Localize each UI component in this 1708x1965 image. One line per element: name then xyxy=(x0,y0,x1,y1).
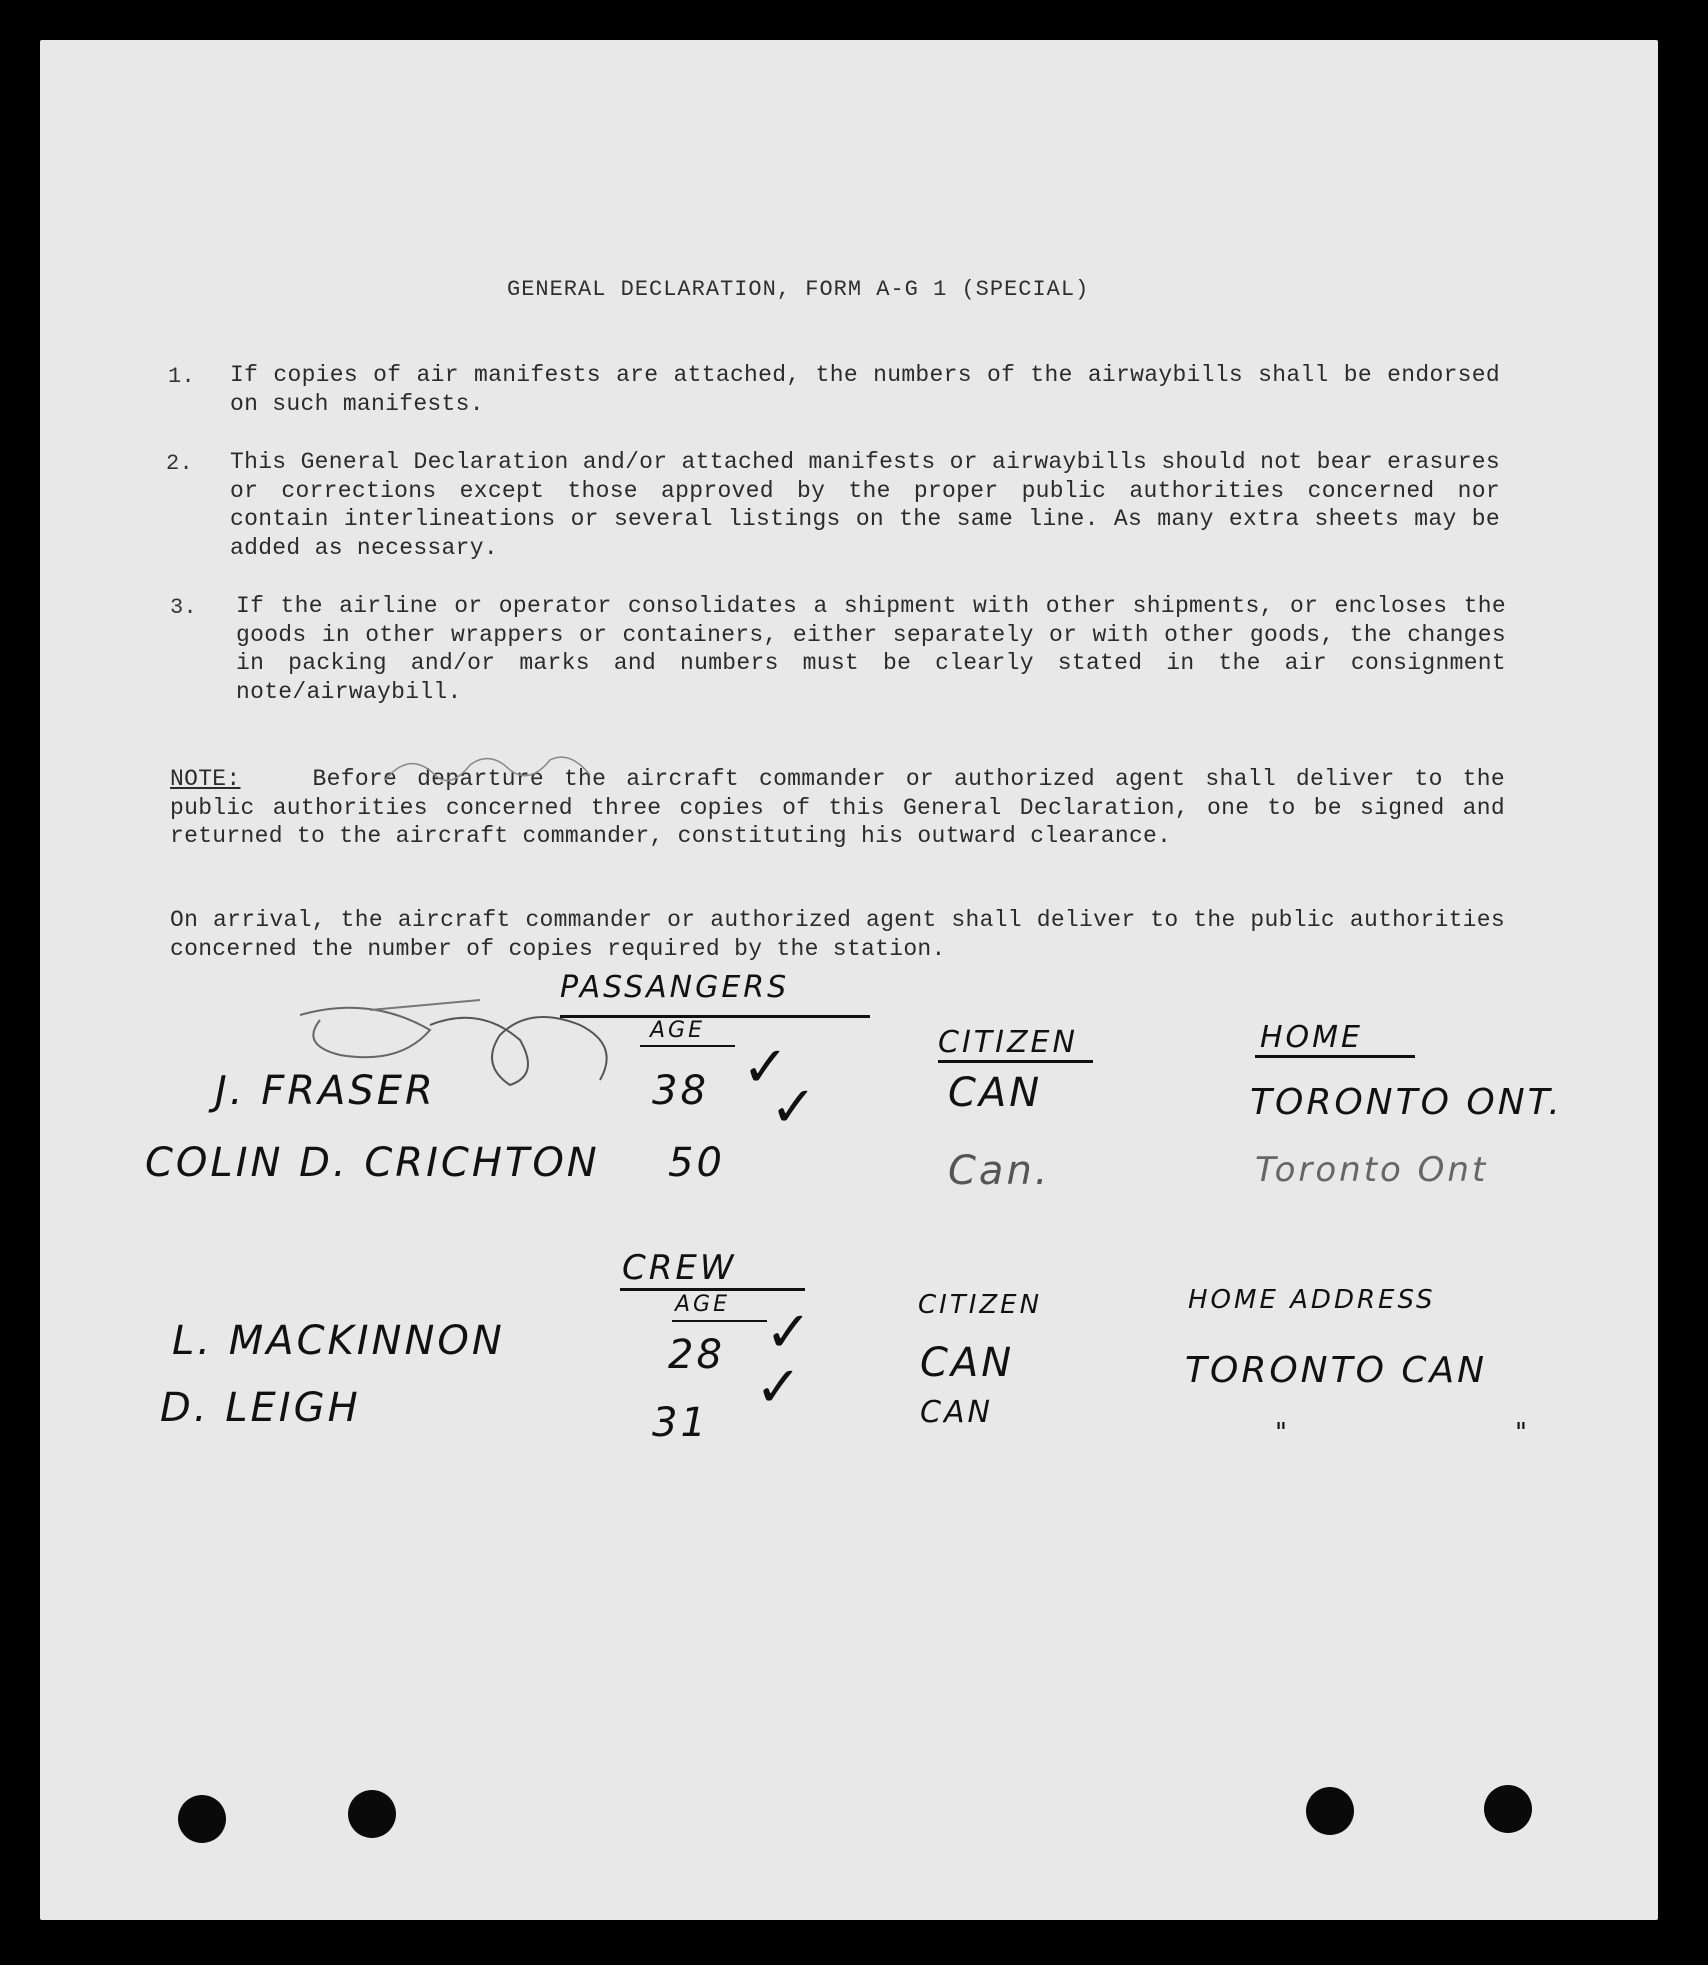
passengers-heading-underline xyxy=(560,1015,870,1018)
crew-citizen-header: CITIZEN xyxy=(918,1290,1043,1320)
punch-hole xyxy=(1306,1787,1354,1835)
item-3-text: If the airline or operator consolidates a shipment with other shipments, or encloses the goods in other wrappers or containers, either separately or with other goods, the changes in packing and/or marks and numbers must be clearly stated in the air consignment note/airwaybill. xyxy=(236,593,1506,705)
crew-2-name: D. LEIGH xyxy=(160,1385,361,1431)
passenger-1-citizen: CAN xyxy=(948,1070,1043,1116)
crew-age-underline xyxy=(672,1320,767,1322)
crew-heading-underline xyxy=(620,1288,805,1291)
note-text: Before departure the aircraft commander or authorized agent shall deliver to the public authorities concerned three copies of this General Declaration, one to be signed and returned to the aircraft commander, constituting his outward clearance. xyxy=(170,766,1505,849)
punch-hole xyxy=(348,1790,396,1838)
crew-heading: CREW xyxy=(622,1248,737,1288)
passenger-1-name: J. FRASER xyxy=(215,1068,436,1114)
passenger-2-home: Toronto Ont xyxy=(1255,1150,1489,1190)
document-page xyxy=(40,40,1658,1920)
crew-age-header: AGE xyxy=(675,1292,730,1317)
punch-hole xyxy=(1484,1785,1532,1833)
crew-1-name: L. MACKINNON xyxy=(172,1318,505,1364)
passenger-1-home: TORONTO ONT. xyxy=(1250,1082,1563,1123)
passengers-age-underline xyxy=(640,1045,735,1047)
item-3-number: 3. xyxy=(170,595,198,620)
passengers-home-underline xyxy=(1255,1055,1415,1058)
passengers-age-header: AGE xyxy=(650,1018,705,1043)
passenger-2-citizen: Can. xyxy=(948,1148,1051,1194)
passengers-citizen-underline xyxy=(938,1060,1093,1063)
crew-1-citizen: CAN xyxy=(920,1340,1015,1386)
form-title: GENERAL DECLARATION, FORM A-G 1 (SPECIAL) xyxy=(507,277,1090,302)
passengers-citizen-header: CITIZEN xyxy=(938,1025,1078,1060)
item-1-text: If copies of air manifests are attached, the numbers of the airwaybills shall be endorsed on such manifests. xyxy=(230,362,1500,417)
note-paragraph xyxy=(170,765,1505,851)
passenger-1-check-mark-2: ✓ xyxy=(770,1075,817,1140)
passenger-2-name: COLIN D. CRICHTON xyxy=(145,1140,600,1186)
note-label: NOTE: xyxy=(170,766,241,792)
item-1-number: 1. xyxy=(168,364,196,389)
crew-2-check-mark: ✓ xyxy=(755,1355,802,1420)
crew-2-home-ditto-1: " xyxy=(1275,1418,1290,1448)
crew-2-age: 31 xyxy=(652,1400,709,1446)
passenger-1-age: 38 xyxy=(652,1068,709,1114)
crew-2-citizen: CAN xyxy=(920,1395,993,1430)
passengers-heading: PASSANGERS xyxy=(560,970,790,1005)
passenger-1-check-mark: ✓ xyxy=(742,1035,789,1100)
passenger-2-age: 50 xyxy=(668,1140,725,1186)
arrival-paragraph: On arrival, the aircraft commander or authorized agent shall deliver to the public authorities concerned the number of copies required by the station. xyxy=(170,907,1505,962)
punch-hole xyxy=(178,1795,226,1843)
item-2-text: This General Declaration and/or attached manifests or airwaybills should not bear erasures or corrections except those approved by the proper public authorities concerned nor contain interlineations or several listings on the same line. As many extra sheets may be added as necessary. xyxy=(230,449,1500,561)
item-2-number: 2. xyxy=(166,451,194,476)
crew-home-header: HOME ADDRESS xyxy=(1188,1285,1436,1315)
crew-1-age: 28 xyxy=(668,1332,725,1378)
crew-1-home: TORONTO CAN xyxy=(1185,1350,1488,1391)
faint-signature xyxy=(380,745,660,795)
passengers-home-header: HOME xyxy=(1260,1020,1364,1055)
crew-2-home-ditto-2: " xyxy=(1515,1418,1530,1448)
crew-1-check-mark: ✓ xyxy=(765,1300,812,1365)
